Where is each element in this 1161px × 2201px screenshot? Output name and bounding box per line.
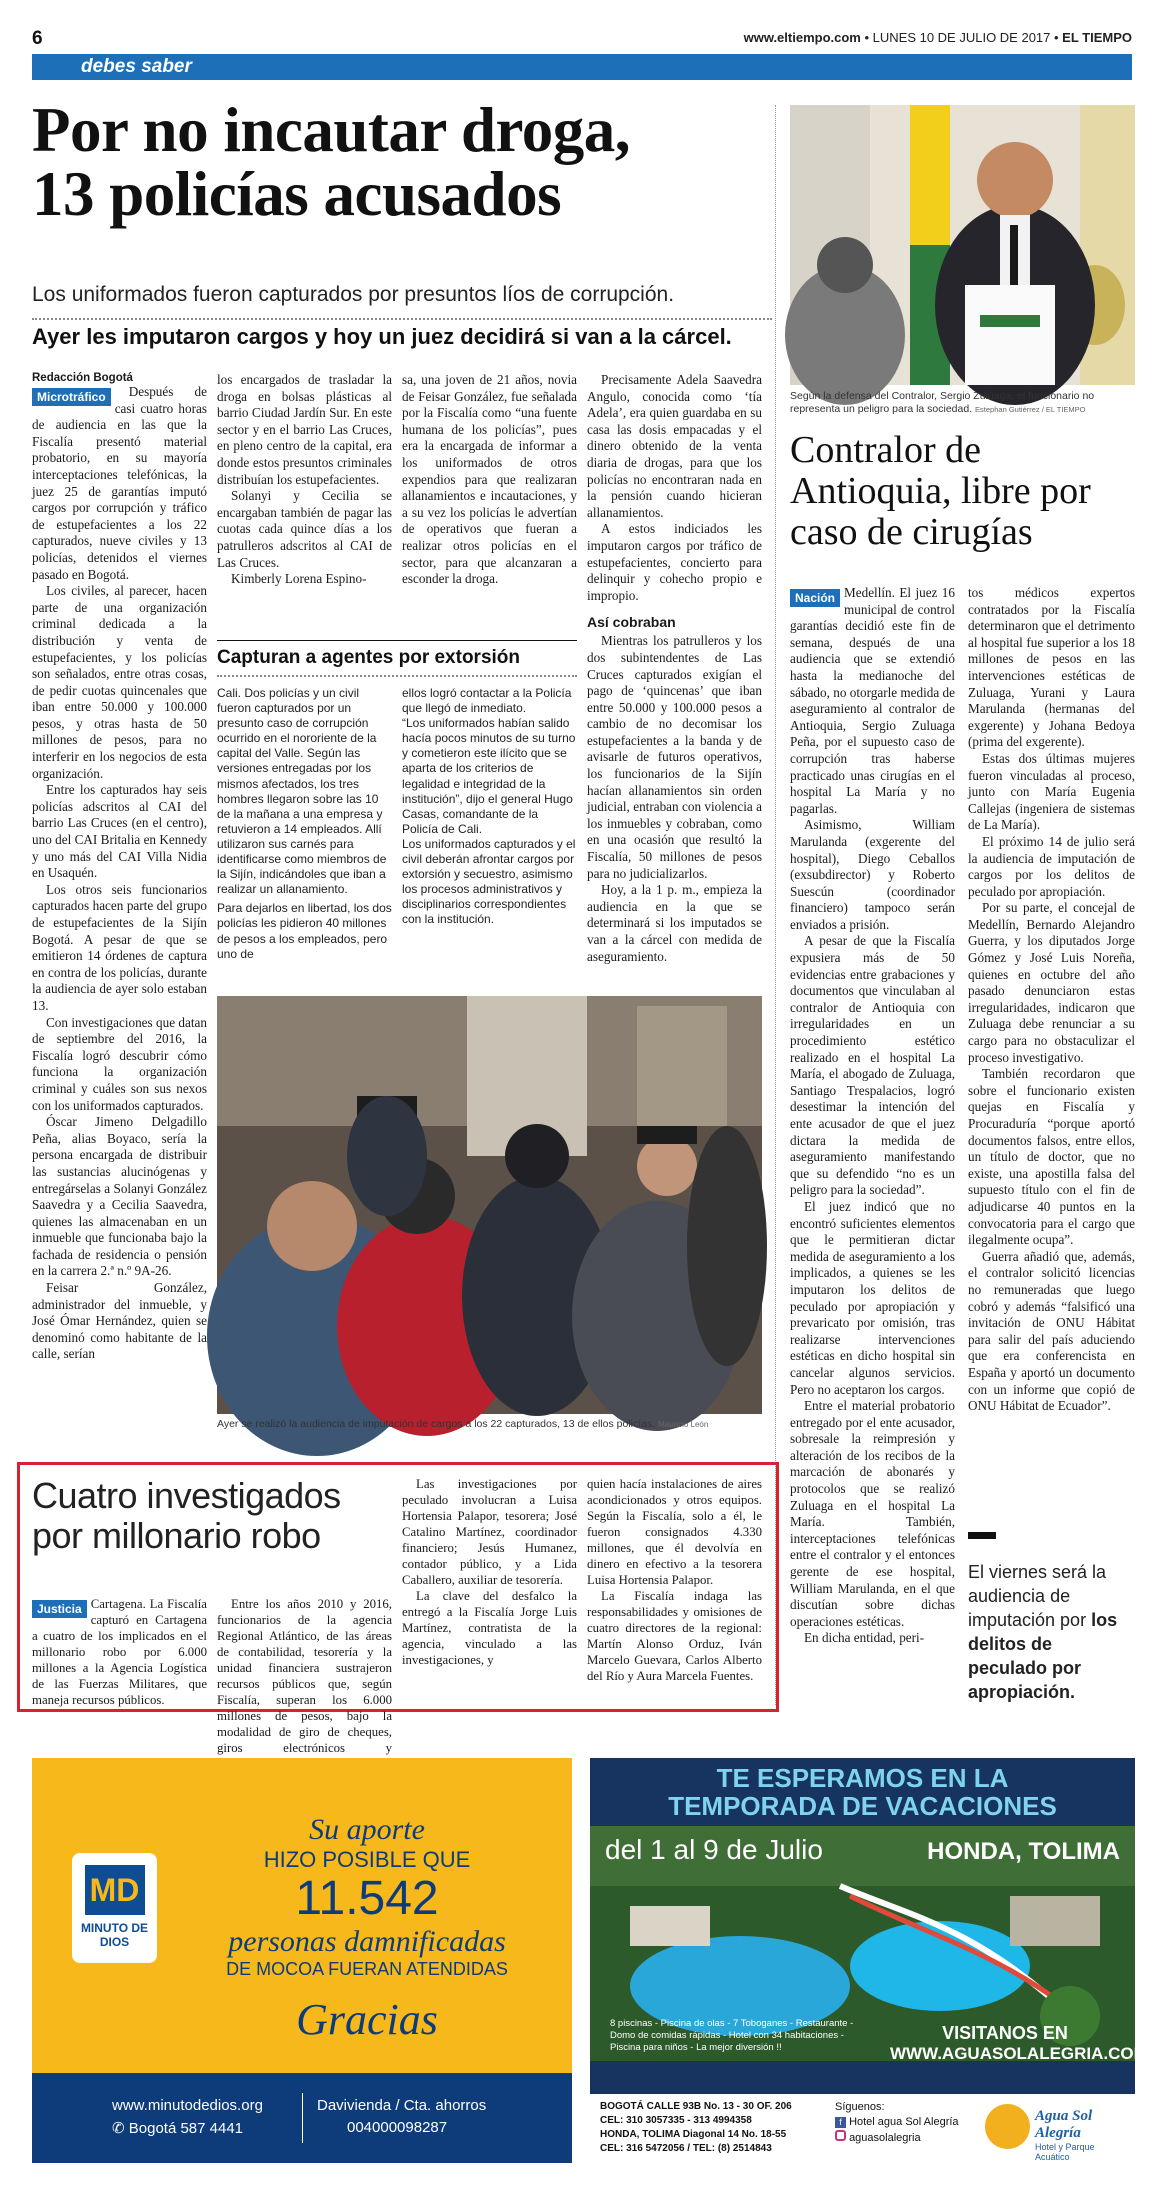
box-column-2 bbox=[217, 1596, 392, 1755]
ad1-website[interactable]: www.minutodedios.org bbox=[112, 2097, 263, 2114]
paragraph: Estas dos últimas mujeres fueron vinculadas al proceso, junto con María Eugenia Callejas (ingeniera de sistemas de La María). bbox=[968, 750, 1135, 833]
ad2-visit bbox=[890, 2023, 1148, 2064]
ad2-brand-sub: Hotel y Parque Acuático bbox=[1035, 2142, 1095, 2162]
ad1-message bbox=[182, 1813, 552, 2045]
paragraph: Por su parte, el concejal de Medellín, Bernardo Alejandro Guerra, y los diputados Jorge Gómez y José Luis Noreña, quienes en octubre del año pasado denunciaron estas irregularidades, indicaron que Zuluaga debe renunciar a su cargo para no obstaculizar el proceso investigativo. bbox=[968, 900, 1135, 1065]
byline: Redacción Bogotá bbox=[32, 372, 133, 384]
paragraph: Asimismo, William Marulanda (exgerente del hospital), Diego Ceballos (exsubdirector) y Roberto Suescún (coordinador financiero) tampoco serán enviados a prisión. bbox=[790, 817, 955, 932]
ad2-feature: 8 piscinas - Piscina de olas - 7 Toboganes - Restaurante - bbox=[610, 2018, 854, 2029]
paragraph: También recordaron que sobre el funcionario existen quejas en Fiscalía y Procuraduría “porque aportó documentos falsos, entre ellos, un título de doctor, que no existe, una apostilla falsa del supuesto título con el fin de adjudicarse 40 puntos en la convocatoria para el cargo que ilegalmente ocupa”. bbox=[968, 1066, 1135, 1248]
side-column-2 bbox=[968, 585, 1135, 1515]
paragraph: Los uniformados capturados y el civil deberán afrontar cargos por extorsión y secuestro, asimismo los procesos administrativos y disciplinarios correspondientes con la institución. bbox=[402, 836, 576, 927]
paragraph-text: Cartagena. La Fiscalía capturó en Cartagena a cuatro de los implicados en el millonario robo por 6.000 millones a la Agencia Logística de las Fuerzas Militares, que maneja recursos públicos. bbox=[32, 1597, 207, 1707]
caption-text: Ayer se realizó la audiencia de imputación de cargos a los 22 capturados, 13 de ellos policías. bbox=[217, 1418, 656, 1430]
section-kicker: Microtráfico bbox=[32, 388, 111, 406]
section-band bbox=[32, 54, 1132, 80]
ad1-divider bbox=[302, 2093, 303, 2143]
paragraph: Mientras los patrulleros y los dos subintendentes de Las Cruces capturados exigían el pago de ‘quincenas’ que iban entre 50.000 y 100.000 pesos a cambio de no decomisar los estupefacientes a la banda y de avisarle de futuros operativos, los funcionarios de la Sijín hacían allanamientos sin orden judicial, entraban con violencia a los inmuebles y cobraban, como en una ocasión que resultó la Fiscalía, 50 millones de pesos para no judicializarlos. bbox=[587, 633, 762, 881]
phone-icon: ✆ bbox=[112, 2120, 125, 2137]
ad2-feature: Domo de comidas rápidas - Hotel con 34 habitaciones - bbox=[610, 2030, 844, 2041]
paragraph: A estos indiciados les imputaron cargos por tráfico de estupefacientes, concierto para delinquir y cohecho propio e impropio. bbox=[587, 521, 762, 603]
ad-minuto-de-dios[interactable] bbox=[32, 1758, 572, 2163]
paragraph: Hoy, a la 1 p. m., empieza la audiencia en la que se determinará si los imputados se van a la cárcel con medida de aseguramiento. bbox=[587, 882, 762, 964]
pull-quote bbox=[968, 1560, 1135, 1704]
ad2-title bbox=[590, 1764, 1135, 1820]
ad2-social bbox=[835, 2100, 959, 2146]
pull-quote-rule bbox=[968, 1532, 996, 1539]
paragraph: La Fiscalía indaga las responsabilidades y omisiones de cuatro directores de la regional: Martín Alonso Orduz, Iván Marcelo Guevara, Carlos Alberto del Río y Aura Marcela Fuentes. bbox=[587, 1589, 762, 1683]
ad1-phone-text: Bogotá 587 4441 bbox=[128, 2120, 244, 2137]
paragraph: Entre el material probatorio entregado por el ente acusador, sobresale la reimpresión y alteración de los recibos de la marcación de abonarés y protocolos que se realizó Zuluaga en el hospital La María. También, interceptaciones telefónicas entre el contralor y el entonces gerente de ese hospital, William Marulanda, en el que discutían sobre dichas operaciones estéticas. bbox=[790, 1398, 955, 1629]
ad1-bank: Davivienda / Cta. ahorros bbox=[317, 2097, 487, 2114]
photo-caption bbox=[217, 1418, 762, 1430]
ad1-account: 004000098287 bbox=[347, 2119, 448, 2136]
arrest-photo-illustration bbox=[217, 996, 762, 1414]
subheading: Así cobraban bbox=[587, 614, 676, 631]
paragraph: Para dejarlos en libertad, los dos policías les pidieron 40 millones de pesos a los empleados, pero uno de bbox=[217, 901, 392, 961]
paragraph: Kimberly Lorena Espino- bbox=[231, 571, 367, 587]
ad2-title-1: TE ESPERAMOS EN LA bbox=[716, 1763, 1009, 1793]
paragraph: Solanyi y Cecilia se encargaban también de pagar las cuotas cada quince días a los patrulleros adscritos al CAI de Las Cruces. bbox=[217, 488, 392, 570]
ad2-phone[interactable]: CEL: 310 3057335 - 313 4994358 bbox=[600, 2115, 752, 2126]
paragraph: ellos logró contactar a la Policía que llegó de inmediato. bbox=[402, 686, 572, 716]
ad2-phone[interactable]: CEL: 316 5472056 / TEL: (8) 2514843 bbox=[600, 2143, 772, 2154]
ad2-website[interactable]: WWW.AGUASOLALEGRIA.COM bbox=[890, 2044, 1148, 2063]
paragraph: Óscar Jimeno Delgadillo Peña, alias Boyaco, sería la persona encargada de distribuir las sustancias alucinógenas y entregárselas a Solanyi González Saavedra y a Cecilia Saavedra, quienes las almacenaban en un inmueble que funcionaba bajo la fachada de residencia o pensión en la carrera 2.ª n.º 9A-26. bbox=[32, 1114, 207, 1279]
box-headline: Cuatro investigados por millonario robo bbox=[32, 1475, 341, 1556]
ad1-line-1: Su aporte bbox=[309, 1813, 425, 1846]
paragraph: Feisar González, administrador del inmueble, y José Ómar Hernández, quien se denominó como habitante de la calle, serían bbox=[32, 1280, 207, 1362]
ad2-follow: Síguenos: bbox=[835, 2101, 885, 2113]
headline-line-2: 13 policías acusados bbox=[32, 159, 562, 229]
issue-date: LUNES 10 DE JULIO DE 2017 bbox=[872, 30, 1051, 45]
paragraph: Con investigaciones que datan de septiembre del 2016, la Fiscalía logró descubrir cómo funciona la organización criminal y cuáles son sus nexos con los uniformados capturados. bbox=[32, 1014, 207, 1113]
paragraph: La clave del desfalco la entregó a la Fiscalía Jorge Luis Martínez, contratista de la agencia, vinculado a las investigaciones, y bbox=[402, 1589, 577, 1667]
paragraph: Las investigaciones por peculado involucran a Luisa Hortensia Palapor, tesorera; José Catalino Martínez, coordinador financiero; Jesús Humanez, contador público, y a Lida Caballero, auxiliar de tesorería. bbox=[402, 1477, 577, 1587]
ad2-instagram[interactable] bbox=[835, 2130, 959, 2146]
paragraph: “Los uniformados habían salido hacía pocos minutos de su turno y cometieron este ilícito que se aparta de los criterios de legalidad e integridad de la institución”, dijo el general Hugo Casas, comandante de la Policía de Cali. bbox=[402, 716, 576, 836]
ad2-addresses bbox=[600, 2100, 792, 2156]
sidebar-box bbox=[217, 640, 577, 677]
sun-logo-icon bbox=[985, 2104, 1030, 2149]
box-column-4 bbox=[587, 1476, 762, 1706]
main-dek: Los uniformados fueron capturados por presuntos líos de corrupción. bbox=[32, 283, 675, 306]
instagram-icon bbox=[835, 2130, 846, 2141]
photo-credit: Estephan Gutiérrez / EL TIEMPO bbox=[975, 405, 1086, 414]
paragraph: los encargados de trasladar la droga en bolsas plásticas al barrio Ciudad Jardín Sur. En este sector y en el barrio Las Cruces, en pleno centro de la capital, era donde estos presuntos criminales distribuían los estupefacientes. bbox=[217, 372, 392, 487]
sidebar-box-title: Capturan a agentes por extorsión bbox=[217, 640, 577, 677]
ad2-brand-name: Agua Sol Alegría bbox=[1035, 2108, 1093, 2141]
paragraph: Los otros seis funcionarios capturados hacen parte del grupo de estupefacientes de la Sijín Bogotá. A pesar de que se emitieron 14 órdenes de captura en contra de los policías, durante la audiencia de ayer solo estaban 13. bbox=[32, 881, 207, 1013]
article-column-1 bbox=[32, 372, 207, 1432]
ad1-line-3: personas damnificadas bbox=[228, 1925, 506, 1958]
speaker-photo-illustration bbox=[790, 105, 1135, 385]
paragraph: Los civiles, al parecer, hacen parte de una organización criminal dedicada a la distribución y venta de estupefacientes, y los policías son señalados, entre otras cosas, de pedir cuotas quincenales que iban entre 50.000 y 100.000 pesos, y otras hasta de 50 millones de pesos, para no interferir en los negocios de esta organización. bbox=[32, 583, 207, 781]
paragraph: El juez indicó que no encontró suficientes elementos que le permitieran dictar medida de aseguramiento a los implicados, a quienes se les imputaron los delitos de peculado por apropiación y prevaricato por omisión, tras realizarse intervenciones estéticas en dicho hospital sin cancelar algunos servicios. Pero no aceptaron los cargos. bbox=[790, 1198, 955, 1397]
paragraph: A pesar de que la Fiscalía expusiera más de 50 evidencias entre grabaciones y documentos que vinculaban al contralor de Antioquia con irregularidades en un procedimiento estético realizado en el hospital La María, el abogado de Zuluaga, Santiago Trespalacios, logró desestimar la intención del ente acusador de que el juez dictara la medida de aseguramiento manifestando que su defendido “no es un peligro para la sociedad”. bbox=[790, 933, 955, 1198]
paragraph: Entre los años 2010 y 2016, funcionarios de la agencia Regional Atlántico, de las áreas de contabilidad, tesorería y la unidad financiera sustrajeron recursos públicos que, según Fiscalía, superan los 6.000 millones de pesos, bajo la modalidad de giro de cheques, giros electrónicos y bbox=[217, 1597, 392, 1755]
paragraph: sa, una joven de 21 años, novia de Feisar González, fue señalada por la Fiscalía como “una fuente humana de los policías”, pues era la encargada de informar a los uniformados de otros expendios para que realizaran allanamientos e incautaciones, y a su vez los policías le advertían de operativos que fueran a realizar otros policías en el sector, para que alcanzaran a esconder la droga. bbox=[402, 372, 577, 587]
article-column-4 bbox=[587, 372, 762, 982]
sidebar-col-2 bbox=[402, 686, 577, 986]
paragraph bbox=[790, 585, 955, 817]
paragraph: En dicha entidad, peri- bbox=[804, 1630, 925, 1646]
ad1-line-2: HIZO POSIBLE QUE bbox=[263, 1847, 471, 1872]
section-label: debes saber bbox=[67, 54, 206, 80]
ad2-feature: Piscina para niños - La mejor diversión !! bbox=[610, 2042, 782, 2053]
main-headline bbox=[32, 95, 772, 229]
box-column-3 bbox=[402, 1476, 577, 1706]
photo-credit: Mauricio León bbox=[658, 1420, 709, 1429]
ad2-footer bbox=[590, 2094, 1135, 2163]
ad1-line-4: DE MOCOA FUERAN ATENDIDAS bbox=[226, 1959, 508, 1979]
paragraph-text: Medellín. El juez 16 municipal de control garantías decidió este fin de semana, después de una audiencia que se extendió hasta la medianoche del sábado, no otorgarle medida de aseguramiento al contralor de Antioquia, Sergio Zuluaga Peña, por el supuesto caso de corrupción tras haberse practicado unas cirugías en el hospital La María y no pagarlas. bbox=[790, 585, 955, 816]
paper-name: EL TIEMPO bbox=[1062, 30, 1132, 45]
ad1-thanks: Gracias bbox=[296, 1995, 438, 2044]
sidebar-col-1 bbox=[217, 686, 392, 986]
paragraph: Cali. Dos policías y un civil fueron capturados por un presunto caso de corrupción ocurrido en el nororiente de la capital del Valle. Según las versiones entregadas por los mismos afectados, los tres hombres llegaron sobre las 10 de la mañana a una empresa y retuvieron a 14 empleados. Allí utilizaron sus carnés para identificarse como miembros de la Sijín, indicándoles que iban a realizar un allanamiento. bbox=[217, 686, 387, 897]
paragraph: Entre los capturados hay seis policías adscritos al CAI del barrio Las Cruces (en el centro), uno del CAI Britalia en Kennedy y uno más del CAI Villa Nidia en Usaquén. bbox=[32, 782, 207, 881]
ad2-facebook[interactable] bbox=[835, 2115, 959, 2130]
page-header bbox=[32, 28, 1132, 52]
paragraph: Guerra añadió que, además, el contralor solicitó licencias no remuneradas que luego cobró y además “falsificó una invitación de ONU Hábitat para salir del país aduciendo que era conferencista en España y aportó un documento con un informe que copió de ONU Hábitat de Ecuador”. bbox=[968, 1248, 1135, 1414]
article-column-2 bbox=[217, 372, 392, 632]
facebook-icon: f bbox=[835, 2117, 846, 2128]
ad2-address: HONDA, TOLIMA Diagonal 14 No. 18-55 bbox=[600, 2129, 787, 2140]
main-subdek: Ayer les imputaron cargos y hoy un juez decidirá si van a la cárcel. bbox=[32, 318, 772, 350]
ad2-dates: del 1 al 9 de Julio bbox=[605, 1834, 823, 1865]
masthead-line: www.eltiempo.com • LUNES 10 DE JULIO DE 2017 • EL TIEMPO bbox=[743, 30, 1132, 45]
page-number: 6 bbox=[32, 28, 43, 49]
ad2-place: HONDA, TOLIMA bbox=[927, 1838, 1120, 1865]
headline-line-1: Por no incautar droga, bbox=[32, 95, 631, 165]
section-kicker: Justicia bbox=[32, 1600, 87, 1618]
ad2-facebook-text: Hotel agua Sol Alegría bbox=[849, 2116, 959, 2128]
ad2-instagram-text: aguasolalegria bbox=[849, 2132, 921, 2144]
paragraph bbox=[32, 1596, 207, 1708]
section-kicker: Nación bbox=[790, 589, 840, 607]
side-photo-caption bbox=[790, 390, 1135, 416]
paragraph: Precisamente Adela Saavedra Angulo, conocida como ‘tía Adela’, era quien guardaba en su casa las dosis empacadas y el dinero obtenido de la venta diaria de drogas, para que los policías no encontraran nada en la pensión cuando hicieran allanamientos. bbox=[587, 372, 762, 520]
md-logo bbox=[72, 1853, 157, 1963]
side-headline: Contralor de Antioquia, libre por caso de cirugías bbox=[790, 429, 1091, 553]
ad1-phone[interactable] bbox=[112, 2119, 243, 2137]
contralor-photo bbox=[790, 105, 1135, 385]
md-logo-name: MINUTO DE DIOS bbox=[80, 1921, 149, 1949]
side-column-1 bbox=[790, 585, 955, 1725]
pull-quote-text: El viernes será la audiencia de imputación por bbox=[968, 1562, 1107, 1630]
ad2-features bbox=[610, 2018, 853, 2054]
paragraph: El próximo 14 de julio será la audiencia de imputación de cargos por los delitos de peculado por apropiación. bbox=[968, 833, 1135, 899]
main-photo bbox=[217, 996, 762, 1414]
ad1-number: 11.542 bbox=[295, 1872, 439, 1925]
md-logo-mark: MD bbox=[85, 1865, 145, 1915]
ad2-address: BOGOTÁ CALLE 93B No. 13 - 30 OF. 206 bbox=[600, 2101, 792, 2112]
paragraph: tos médicos expertos contratados por la Fiscalía determinaron que el detrimento al hospital fue superior a los 18 millones de pesos en las intervenciones estéticas de Zuluaga, Yurani y Laura Marulanda (hermanas del exgerente) y Johana Bedoya (prima del exgerente). bbox=[968, 585, 1135, 750]
site-url[interactable]: www.eltiempo.com bbox=[743, 30, 861, 45]
paragraph: Después de casi cuatro horas de audiencia en las que la Fiscalía presentó material probatorio, en su mayoría interceptaciones telefónicas, la juez 25 de garantías imputó cargos por corrupción y tráfico de estupefacientes a los 22 capturados, nueve civiles y 13 policías, detenidos el viernes pasado en Bogotá. bbox=[32, 384, 207, 582]
ad1-footer bbox=[32, 2073, 572, 2163]
article-column-3 bbox=[402, 372, 577, 632]
ad-agua-sol-alegria[interactable] bbox=[590, 1758, 1148, 2163]
pull-quote-bold: los delitos de peculado por apropiación. bbox=[968, 1610, 1118, 1702]
caption-text: Según la defensa del Contralor, Sergio Zuluaga, el funcionario no representa un peligro para la sociedad. bbox=[790, 390, 1095, 415]
ad2-brand bbox=[1035, 2108, 1130, 2162]
ad2-title-2: TEMPORADA DE VACACIONES bbox=[668, 1791, 1057, 1821]
ad2-visit-text: VISITANOS EN bbox=[942, 2023, 1068, 2043]
paragraph: quien hacía instalaciones de aires acondicionados y otros equipos. Según la Fiscalía, solo a él, le fueron consignados 4.330 millones, que él devolvía en dinero en efectivo a la tesorera Luisa Hortensia Palapor. bbox=[587, 1477, 762, 1587]
box-column-1 bbox=[32, 1596, 207, 1706]
